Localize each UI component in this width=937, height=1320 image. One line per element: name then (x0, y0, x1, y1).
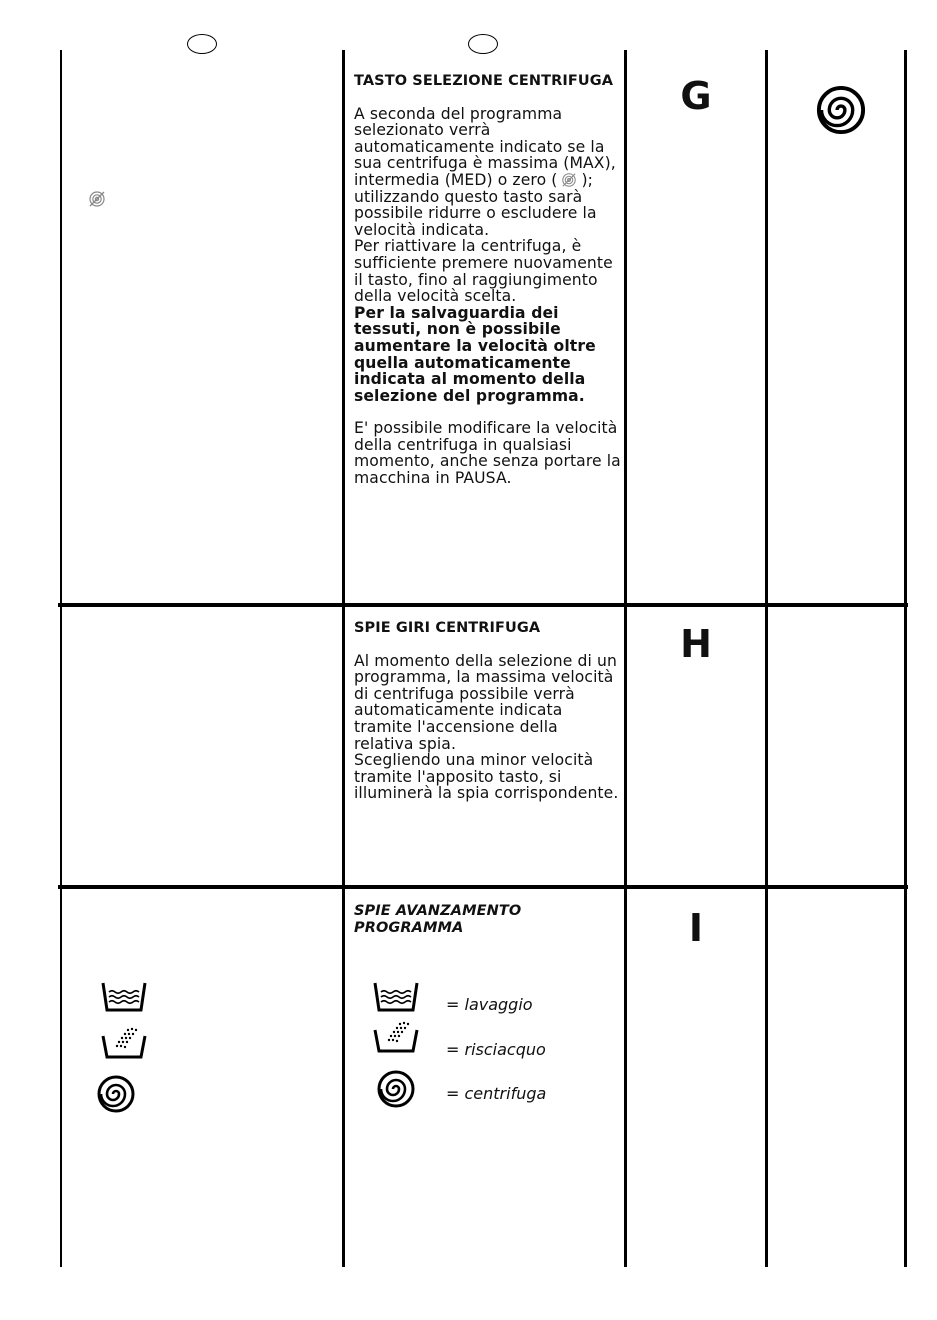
spin-spiral-icon (376, 1069, 416, 1109)
spin-spiral-large-icon (815, 84, 867, 136)
paragraph: Per riattivare la centrifuga, è sufficiente premere nuovamente il tasto, fino al raggiungimento della velocità scelta. (354, 237, 613, 306)
legend-label-spin: = centrifuga (446, 1084, 547, 1103)
column-divider-3 (624, 50, 627, 1267)
spin-zero-inline-icon (561, 172, 577, 188)
wash-tub-icon (100, 981, 148, 1013)
language-oval-left (187, 34, 217, 54)
section-letter-i: I (688, 906, 704, 950)
spin-spiral-icon (96, 1074, 136, 1114)
section-title-line1: SPIE AVANZAMENTO (354, 903, 522, 919)
spin-zero-small-icon (88, 190, 106, 208)
rinse-icon (372, 1020, 420, 1054)
column-divider-2 (342, 50, 345, 1267)
paragraph (354, 106, 622, 239)
section-letter-h: H (680, 622, 712, 666)
section-progress-lights (354, 903, 622, 937)
warning-paragraph: Per la salvaguardia dei tessuti, non è possibile aumentare la velocità oltre quella automaticamente indicata al momento della selezione del programma. (354, 303, 596, 405)
section-letter-g: G (680, 74, 712, 118)
legend-label-rinse: = risciacquo (446, 1040, 546, 1059)
paragraph: Al momento della selezione di un programma, la massima velocità di centrifuga possibile verrà automaticamente indicata tramite l'accensione della relativa spia. (354, 651, 617, 753)
paragraph-text: A seconda del programma selezionato verrà automaticamente indicato se la sua centrifuga è massima (MAX), intermedia (MED) o zero ( (354, 104, 616, 189)
section-spin-lights (354, 620, 622, 802)
paragraph: Scegliendo una minor velocità tramite l'apposito tasto, si illuminerà la spia corrispondente. (354, 751, 619, 803)
section-title: SPIE GIRI CENTRIFUGA (354, 620, 541, 636)
section-title: TASTO SELEZIONE CENTRIFUGA (354, 73, 614, 89)
paragraph-text: ); utilizzando questo tasto sarà possibile ridurre o escludere la velocità indicata. (354, 170, 597, 239)
section-spin-select (354, 73, 622, 487)
legend-label-wash: = lavaggio (446, 995, 533, 1014)
wash-tub-icon (372, 981, 420, 1013)
language-oval-right (468, 34, 498, 54)
row-divider-1 (58, 603, 908, 607)
column-divider-1 (60, 50, 62, 1267)
column-divider-5 (904, 50, 907, 1267)
rinse-icon (100, 1026, 148, 1060)
section-title-line2: PROGRAMMA (354, 920, 464, 936)
paragraph: E' possibile modificare la velocità della centrifuga in qualsiasi momento, anche senza portare la macchina in PAUSA. (354, 419, 621, 488)
row-divider-2 (58, 885, 908, 889)
column-divider-4 (765, 50, 768, 1267)
